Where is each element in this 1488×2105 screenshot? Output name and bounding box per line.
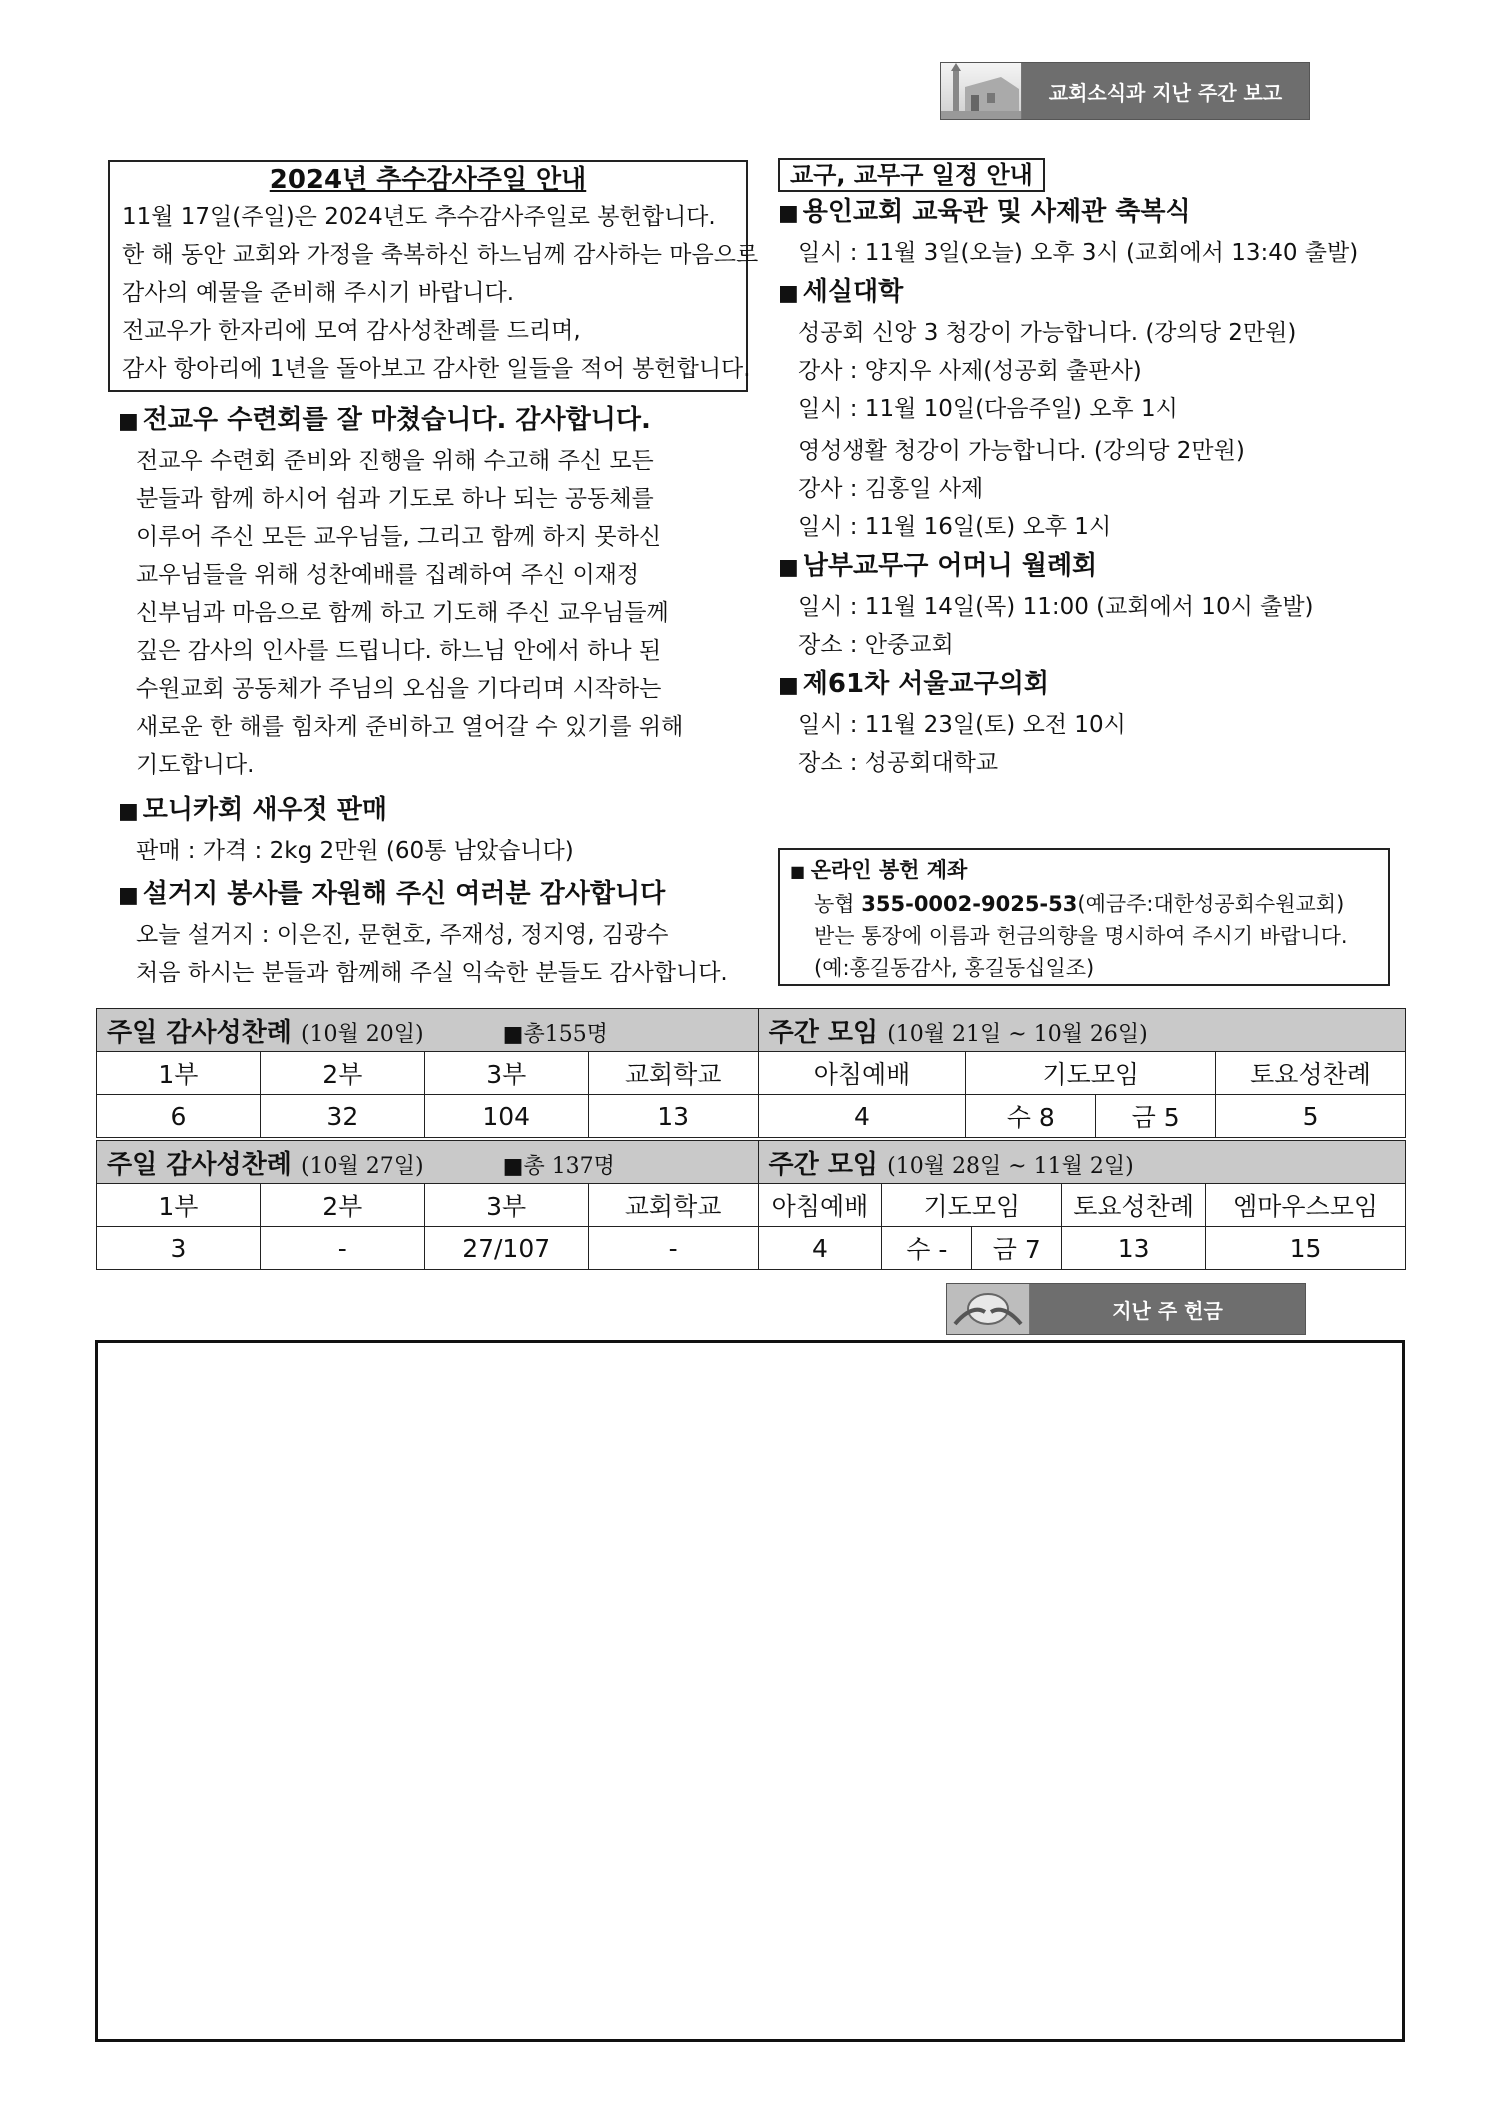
left-title: 주일 감사성찬례	[107, 1017, 292, 1048]
online-line: (예:홍길동감사, 홍길동십일조)	[814, 956, 1095, 980]
retreat-line: 수원교회 공동체가 주님의 오심을 기다리며 시작하는	[136, 676, 662, 702]
retreat-title: 전교우 수련회를 잘 마쳤습니다. 감사합니다.	[142, 405, 651, 435]
table-cell: 15	[1206, 1227, 1406, 1270]
section-banner	[940, 62, 1310, 120]
table-cell: 13	[1062, 1227, 1206, 1270]
table-header-row	[97, 1141, 1406, 1184]
schedule-line: 일시 : 11월 10일(다음주일) 오후 1시	[798, 396, 1178, 422]
bullet-square-icon: ■	[778, 673, 799, 698]
harvest-line: 감사 항아리에 1년을 돌아보고 감사한 일들을 적어 봉헌합니다.	[122, 356, 751, 382]
schedule-title: 교구, 교무구 일정 안내	[778, 158, 1045, 192]
table-cell: 3	[97, 1227, 261, 1270]
retreat-line: 교우님들을 위해 성찬예배를 집례하여 주신 이재정	[136, 562, 640, 588]
harvest-line: 감사의 예물을 준비해 주시기 바랍니다.	[122, 280, 515, 306]
table-cell: 교회학교	[588, 1184, 758, 1227]
table-cell: 토요성찬례	[1062, 1184, 1206, 1227]
bullet-square-icon: ■	[778, 201, 799, 226]
left-date: (10월 27일)	[300, 1153, 424, 1179]
account-holder: (예금주:대한성공회수원교회)	[1077, 892, 1345, 916]
hands-illustration	[947, 1284, 1030, 1334]
table-cell: 아침예배	[758, 1184, 882, 1227]
schedule-line: 영성생활 청강이 가능합니다. (강의당 2만원)	[798, 438, 1245, 464]
table-cell: 기도모임	[882, 1184, 1062, 1227]
left-total: ■총 137명	[502, 1153, 615, 1179]
table-cell: 2부	[260, 1052, 424, 1095]
table-cell: 6	[97, 1095, 261, 1138]
table-cell: 2부	[260, 1184, 424, 1227]
table-cell: 1부	[97, 1052, 261, 1095]
bullet-square-icon: ■	[778, 555, 799, 580]
account-number: 355-0002-9025-53	[861, 892, 1078, 916]
right-date: (10월 21일 ~ 10월 26일)	[887, 1021, 1148, 1047]
table-row	[97, 1184, 1406, 1227]
table-row	[97, 1095, 1406, 1138]
schedule-item-title: 남부교무구 어머니 월례회	[802, 551, 1098, 581]
bank-name: 농협	[814, 892, 855, 916]
table-cell: -	[588, 1227, 758, 1270]
table-cell: 수 8	[966, 1095, 1096, 1138]
offering-banner	[946, 1283, 1306, 1335]
right-title: 주간 모임	[768, 1149, 879, 1180]
bullet-square-icon: ■	[778, 281, 799, 306]
attendance-table-2	[96, 1140, 1406, 1270]
church-illustration	[941, 63, 1022, 119]
offering-title: 지난 주 헌금	[1030, 1284, 1305, 1334]
table-cell: 27/107	[424, 1227, 588, 1270]
table-row	[97, 1052, 1406, 1095]
banner-title: 교회소식과 지난 주간 보고	[1022, 63, 1309, 119]
left-date: (10월 20일)	[300, 1021, 424, 1047]
table-cell: 13	[588, 1095, 758, 1138]
schedule-item-title: 제61차 서울교구의회	[802, 669, 1049, 699]
table-cell: 4	[758, 1095, 966, 1138]
schedule-section	[778, 158, 1398, 782]
table-cell: 금 7	[972, 1227, 1062, 1270]
online-line: 받는 통장에 이름과 헌금의향을 명시하여 주시기 바랍니다.	[814, 924, 1348, 948]
schedule-item-title: 용인교회 교육관 및 사제관 축복식	[802, 197, 1191, 227]
harvest-line: 전교우가 한자리에 모여 감사성찬례를 드리며,	[122, 318, 581, 344]
table-cell: 교회학교	[588, 1052, 758, 1095]
harvest-notice-box	[108, 160, 759, 392]
table-cell: 엠마우스모임	[1206, 1184, 1406, 1227]
schedule-line: 일시 : 11월 3일(오늘) 오후 3시 (교회에서 13:40 출발)	[798, 240, 1359, 266]
schedule-line: 일시 : 11월 14일(목) 11:00 (교회에서 10시 출발)	[798, 594, 1314, 620]
retreat-line: 기도합니다.	[136, 752, 255, 778]
table-cell: -	[260, 1227, 424, 1270]
table-cell: 4	[758, 1227, 882, 1270]
retreat-section	[118, 400, 758, 992]
table-cell: 수 -	[882, 1227, 972, 1270]
dishes-title: 설거지 봉사를 자원해 주신 여러분 감사합니다	[142, 879, 666, 909]
dishes-line: 처음 하시는 분들과 함께해 주실 익숙한 분들도 감사합니다.	[136, 960, 728, 986]
monica-line: 판매 : 가격 : 2kg 2만원 (60통 남았습니다)	[136, 838, 574, 864]
online-title: 온라인 봉헌 계좌	[810, 858, 968, 882]
table-cell: 32	[260, 1095, 424, 1138]
schedule-line: 장소 : 성공회대학교	[798, 750, 999, 776]
schedule-line: 강사 : 김홍일 사제	[798, 476, 984, 502]
harvest-line: 11월 17일(주일)은 2024년도 추수감사주일로 봉헌합니다.	[122, 204, 716, 230]
table-cell: 1부	[97, 1184, 261, 1227]
harvest-line: 한 해 동안 교회와 가정을 축복하신 하느님께 감사하는 마음으로	[122, 242, 759, 268]
bullet-square-icon: ■	[118, 883, 139, 908]
table-cell: 104	[424, 1095, 588, 1138]
table-cell: 3부	[424, 1184, 588, 1227]
offering-box	[95, 1340, 1405, 2042]
schedule-line: 일시 : 11월 23일(토) 오전 10시	[798, 712, 1126, 738]
table-cell: 토요성찬례	[1216, 1052, 1406, 1095]
table-cell: 3부	[424, 1052, 588, 1095]
retreat-line: 신부님과 마음으로 함께 하고 기도해 주신 교우님들께	[136, 600, 669, 626]
retreat-line: 깊은 감사의 인사를 드립니다. 하느님 안에서 하나 된	[136, 638, 662, 664]
table-cell: 금 5	[1096, 1095, 1216, 1138]
schedule-item-title: 세실대학	[802, 277, 904, 307]
monica-title: 모니카회 새우젓 판매	[142, 795, 387, 825]
table-cell: 5	[1216, 1095, 1406, 1138]
table-cell: 아침예배	[758, 1052, 966, 1095]
retreat-line: 분들과 함께 하시어 쉼과 기도로 하나 되는 공동체를	[136, 486, 654, 512]
online-offering-box	[778, 848, 1390, 986]
schedule-line: 일시 : 11월 16일(토) 오후 1시	[798, 514, 1112, 540]
bullet-square-icon: ■	[118, 799, 139, 824]
schedule-line: 성공회 신앙 3 청강이 가능합니다. (강의당 2만원)	[798, 320, 1297, 346]
retreat-line: 새로운 한 해를 힘차게 준비하고 열어갈 수 있기를 위해	[136, 714, 684, 740]
table-header-row	[97, 1009, 1406, 1052]
retreat-line: 이루어 주신 모든 교우님들, 그리고 함께 하지 못하신	[136, 524, 662, 550]
table-cell: 기도모임	[966, 1052, 1216, 1095]
retreat-line: 전교우 수련회 준비와 진행을 위해 수고해 주신 모든	[136, 448, 654, 474]
left-total: ■총155명	[502, 1021, 608, 1047]
schedule-line: 강사 : 양지우 사제(성공회 출판사)	[798, 358, 1142, 384]
right-title: 주간 모임	[768, 1017, 879, 1048]
schedule-line: 장소 : 안중교회	[798, 632, 954, 658]
left-title: 주일 감사성찬례	[107, 1149, 292, 1180]
table-row	[97, 1227, 1406, 1270]
bullet-square-icon: ■	[118, 409, 139, 434]
harvest-title: 2024년 추수감사주일 안내	[269, 165, 587, 195]
attendance-table-1	[96, 1008, 1406, 1138]
bullet-square-icon: ■	[790, 862, 811, 881]
right-date: (10월 28일 ~ 11월 2일)	[887, 1153, 1134, 1179]
dishes-line: 오늘 설거지 : 이은진, 문현호, 주재성, 정지영, 김광수	[136, 922, 669, 948]
